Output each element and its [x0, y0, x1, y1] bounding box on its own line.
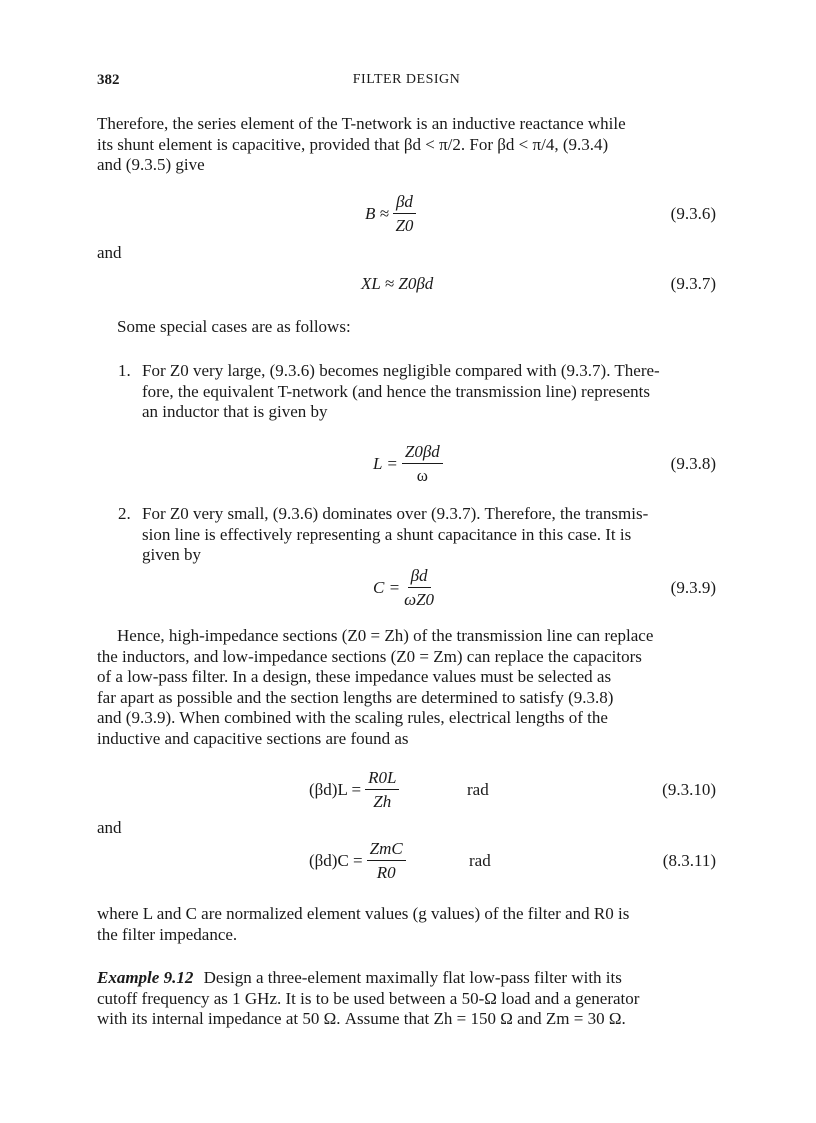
text-line: with its internal impedance at 50 Ω. Assume that Zh = 150 Ω and Zm = 30 Ω.	[97, 1009, 626, 1028]
numerator: ZmC	[367, 839, 406, 861]
text-line: its shunt element is capacitive, provided that βd < π/2. For βd < π/4, (9.3.4)	[97, 134, 609, 154]
running-title: FILTER DESIGN	[352, 72, 461, 87]
text-line: Therefore, the series element of the T-network is an inductive reactance while	[97, 114, 626, 133]
equation-lhs: C =	[373, 578, 401, 597]
connector-and: and	[97, 818, 122, 837]
denominator: Zh	[373, 792, 392, 811]
equation-8-3-11	[97, 833, 716, 889]
example-label: Example 9.12	[97, 968, 194, 987]
paragraph-high-impedance	[97, 626, 716, 749]
equation-number: (9.3.9)	[670, 578, 716, 597]
text-line: an inductor that is given by	[142, 402, 328, 421]
connector-and: and	[97, 243, 122, 262]
fraction	[365, 768, 399, 812]
example-9-12	[97, 968, 716, 1030]
equation-number: (9.3.10)	[662, 780, 716, 799]
text-line: far apart as possible and the section lengths are determined to satisfy (9.3.8)	[97, 687, 614, 707]
list-item	[118, 504, 716, 566]
text-line: cutoff frequency as 1 GHz. It is to be used between a 50-Ω load and a generator	[97, 988, 640, 1008]
equation-9-3-6	[97, 186, 716, 242]
denominator: ω	[416, 466, 428, 485]
fraction	[367, 839, 406, 883]
equation-9-3-10	[97, 762, 716, 818]
equation-lhs: B ≈	[365, 204, 389, 223]
fraction	[393, 192, 416, 236]
text-line: For Z0 very large, (9.3.6) becomes negligible compared with (9.3.7). There-	[142, 361, 660, 380]
equation-number: (9.3.7)	[670, 274, 716, 293]
page-number: 382	[97, 72, 120, 88]
list-marker: 1.	[118, 361, 131, 380]
paragraph-intro	[97, 114, 716, 176]
text-line: where L and C are normalized element values (g values) of the filter and R0 is	[97, 904, 630, 923]
equation-lhs: (βd)C =	[309, 851, 363, 870]
unit-label: rad	[469, 851, 491, 870]
numerator: R0L	[365, 768, 399, 790]
numerator: βd	[408, 566, 431, 588]
paragraph-where	[97, 904, 716, 945]
text-line: and (9.3.9). When combined with the scaling rules, electrical lengths of the	[97, 708, 608, 727]
text-line: inductive and capacitive sections are found as	[97, 728, 409, 748]
equation-number: (8.3.11)	[662, 851, 716, 870]
list-marker: 2.	[118, 504, 131, 523]
numerator: Z0βd	[402, 442, 443, 464]
special-cases-intro: Some special cases are as follows:	[117, 317, 351, 336]
equation-number: (9.3.6)	[670, 204, 716, 223]
equation-lhs: (βd)L =	[309, 780, 362, 799]
text-line: the filter impedance.	[97, 924, 238, 944]
numerator: βd	[393, 192, 416, 214]
equation-lhs: L =	[373, 454, 398, 473]
text-line: sion line is effectively representing a shunt capacitance in this case. It is	[142, 524, 632, 544]
equation-9-3-9	[97, 560, 716, 616]
list-item	[118, 361, 716, 423]
equation-9-3-8	[97, 436, 716, 492]
equation-number: (9.3.8)	[670, 454, 716, 473]
denominator: R0	[376, 863, 396, 882]
text-line: fore, the equivalent T-network (and hence the transmission line) represents	[142, 381, 650, 401]
unit-label: rad	[467, 780, 489, 799]
text-line: given by	[142, 545, 202, 564]
text-line: of a low-pass filter. In a design, these impedance values must be selected as	[97, 667, 612, 686]
fraction	[402, 442, 443, 486]
denominator: Z0	[395, 216, 414, 235]
page-header	[97, 72, 716, 94]
text-line: and (9.3.5) give	[97, 155, 205, 174]
text-line: Hence, high-impedance sections (Z0 = Zh) of the transmission line can replace	[117, 626, 654, 645]
denominator: ωZ0	[404, 590, 435, 609]
text-line: Design a three-element maximally flat low-pass filter with its	[203, 968, 622, 987]
equation-expression: XL ≈ Z0βd	[361, 274, 434, 293]
fraction	[404, 566, 434, 610]
text-line: the inductors, and low-impedance sections (Z0 = Zm) can replace the capacitors	[97, 646, 642, 666]
text-line: For Z0 very small, (9.3.6) dominates over (9.3.7). Therefore, the transmis-	[142, 504, 649, 523]
